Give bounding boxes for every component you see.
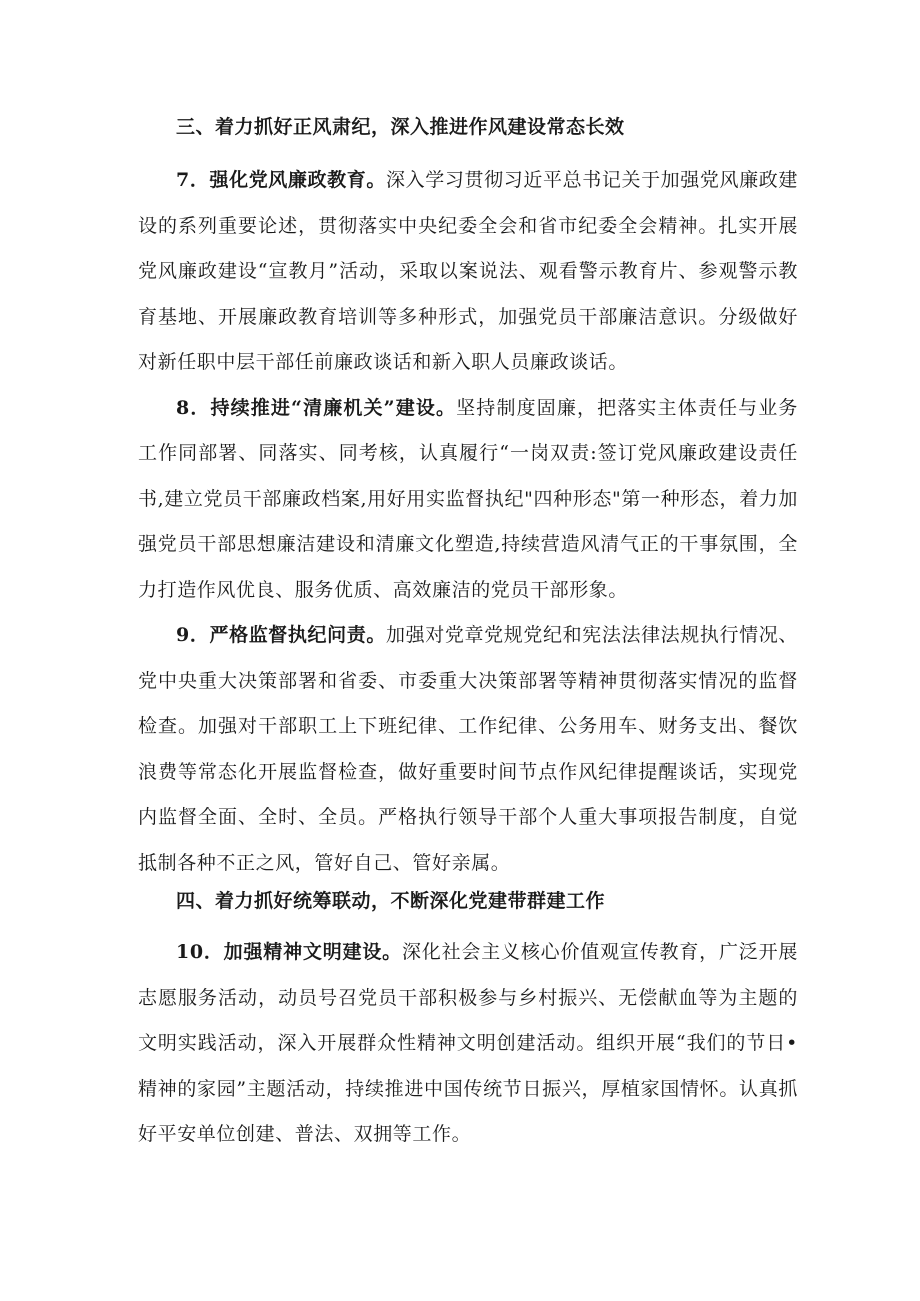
paragraph-10	[138, 930, 798, 1158]
paragraph-9-lead: 9．严格监督执纪问责。	[176, 624, 387, 646]
paragraph-7-lead: 7．强化党风廉政教育。	[176, 169, 387, 191]
section-heading-4: 四、着力抓好统筹联动，不断深化党建带群建工作	[176, 890, 606, 912]
paragraph-9-body: 加强对党章党规党纪和宪法法律法规执行情况、党中央重大决策部署和省委、市委重大决策部署等精神贯彻落实情况的监督检查。加强对干部职工上下班纪律、工作纪律、公务用车、财务支出、餐饮浪费等常态化开展监督检查，做好重要时间节点作风纪律提醒谈话，实现党内监督全面、全时、全员。严格执行领导干部个人重大事项报告制度，自觉抵制各种不正之风，管好自己、管好亲属。	[138, 624, 798, 874]
paragraph-7	[138, 158, 798, 386]
paragraph-8-lead: 8．持续推进“清廉机关”建设。	[176, 396, 457, 419]
document-page	[138, 112, 798, 1158]
paragraph-8	[138, 386, 798, 614]
paragraph-10-lead: 10．加强精神文明建设。	[176, 941, 402, 963]
paragraph-9	[138, 613, 798, 886]
paragraph-10-body: 深化社会主义核心价值观宣传教育，广泛开展志愿服务活动，动员号召党员干部积极参与乡村振兴、无偿献血等为主题的文明实践活动，深入开展群众性精神文明创建活动。组织开展“我们的节日•精神的家园”主题活动，持续推进中国传统节日振兴，厚植家国情怀。认真抓好平安单位创建、普法、双拥等工作。	[138, 941, 798, 1145]
section-heading-3: 三、着力抓好正风肃纪，深入推进作风建设常态长效	[176, 116, 625, 138]
paragraph-8-body: 坚持制度固廉，把落实主体责任与业务工作同部署、同落实、同考核，认真履行“一岗双责:签订党风廉政建设责任书,建立党员干部廉政档案,用好用实监督执纪"四种形态"第一种形态，着力加强党员干部思想廉洁建设和清廉文化塑造,持续营造风清气正的干事氛围，全力打造作风优良、服务优质、高效廉洁的党员干部形象。	[138, 396, 798, 601]
paragraph-7-body: 深入学习贯彻习近平总书记关于加强党风廉政建设的系列重要论述，贯彻落实中央纪委全会和省市纪委全会精神。扎实开展党风廉政建设“宣教月”活动，采取以案说法、观看警示教育片、参观警示教育基地、开展廉政教育培训等多种形式，加强党员干部廉洁意识。分级做好对新任职中层干部任前廉政谈话和新入职人员廉政谈话。	[138, 169, 798, 373]
